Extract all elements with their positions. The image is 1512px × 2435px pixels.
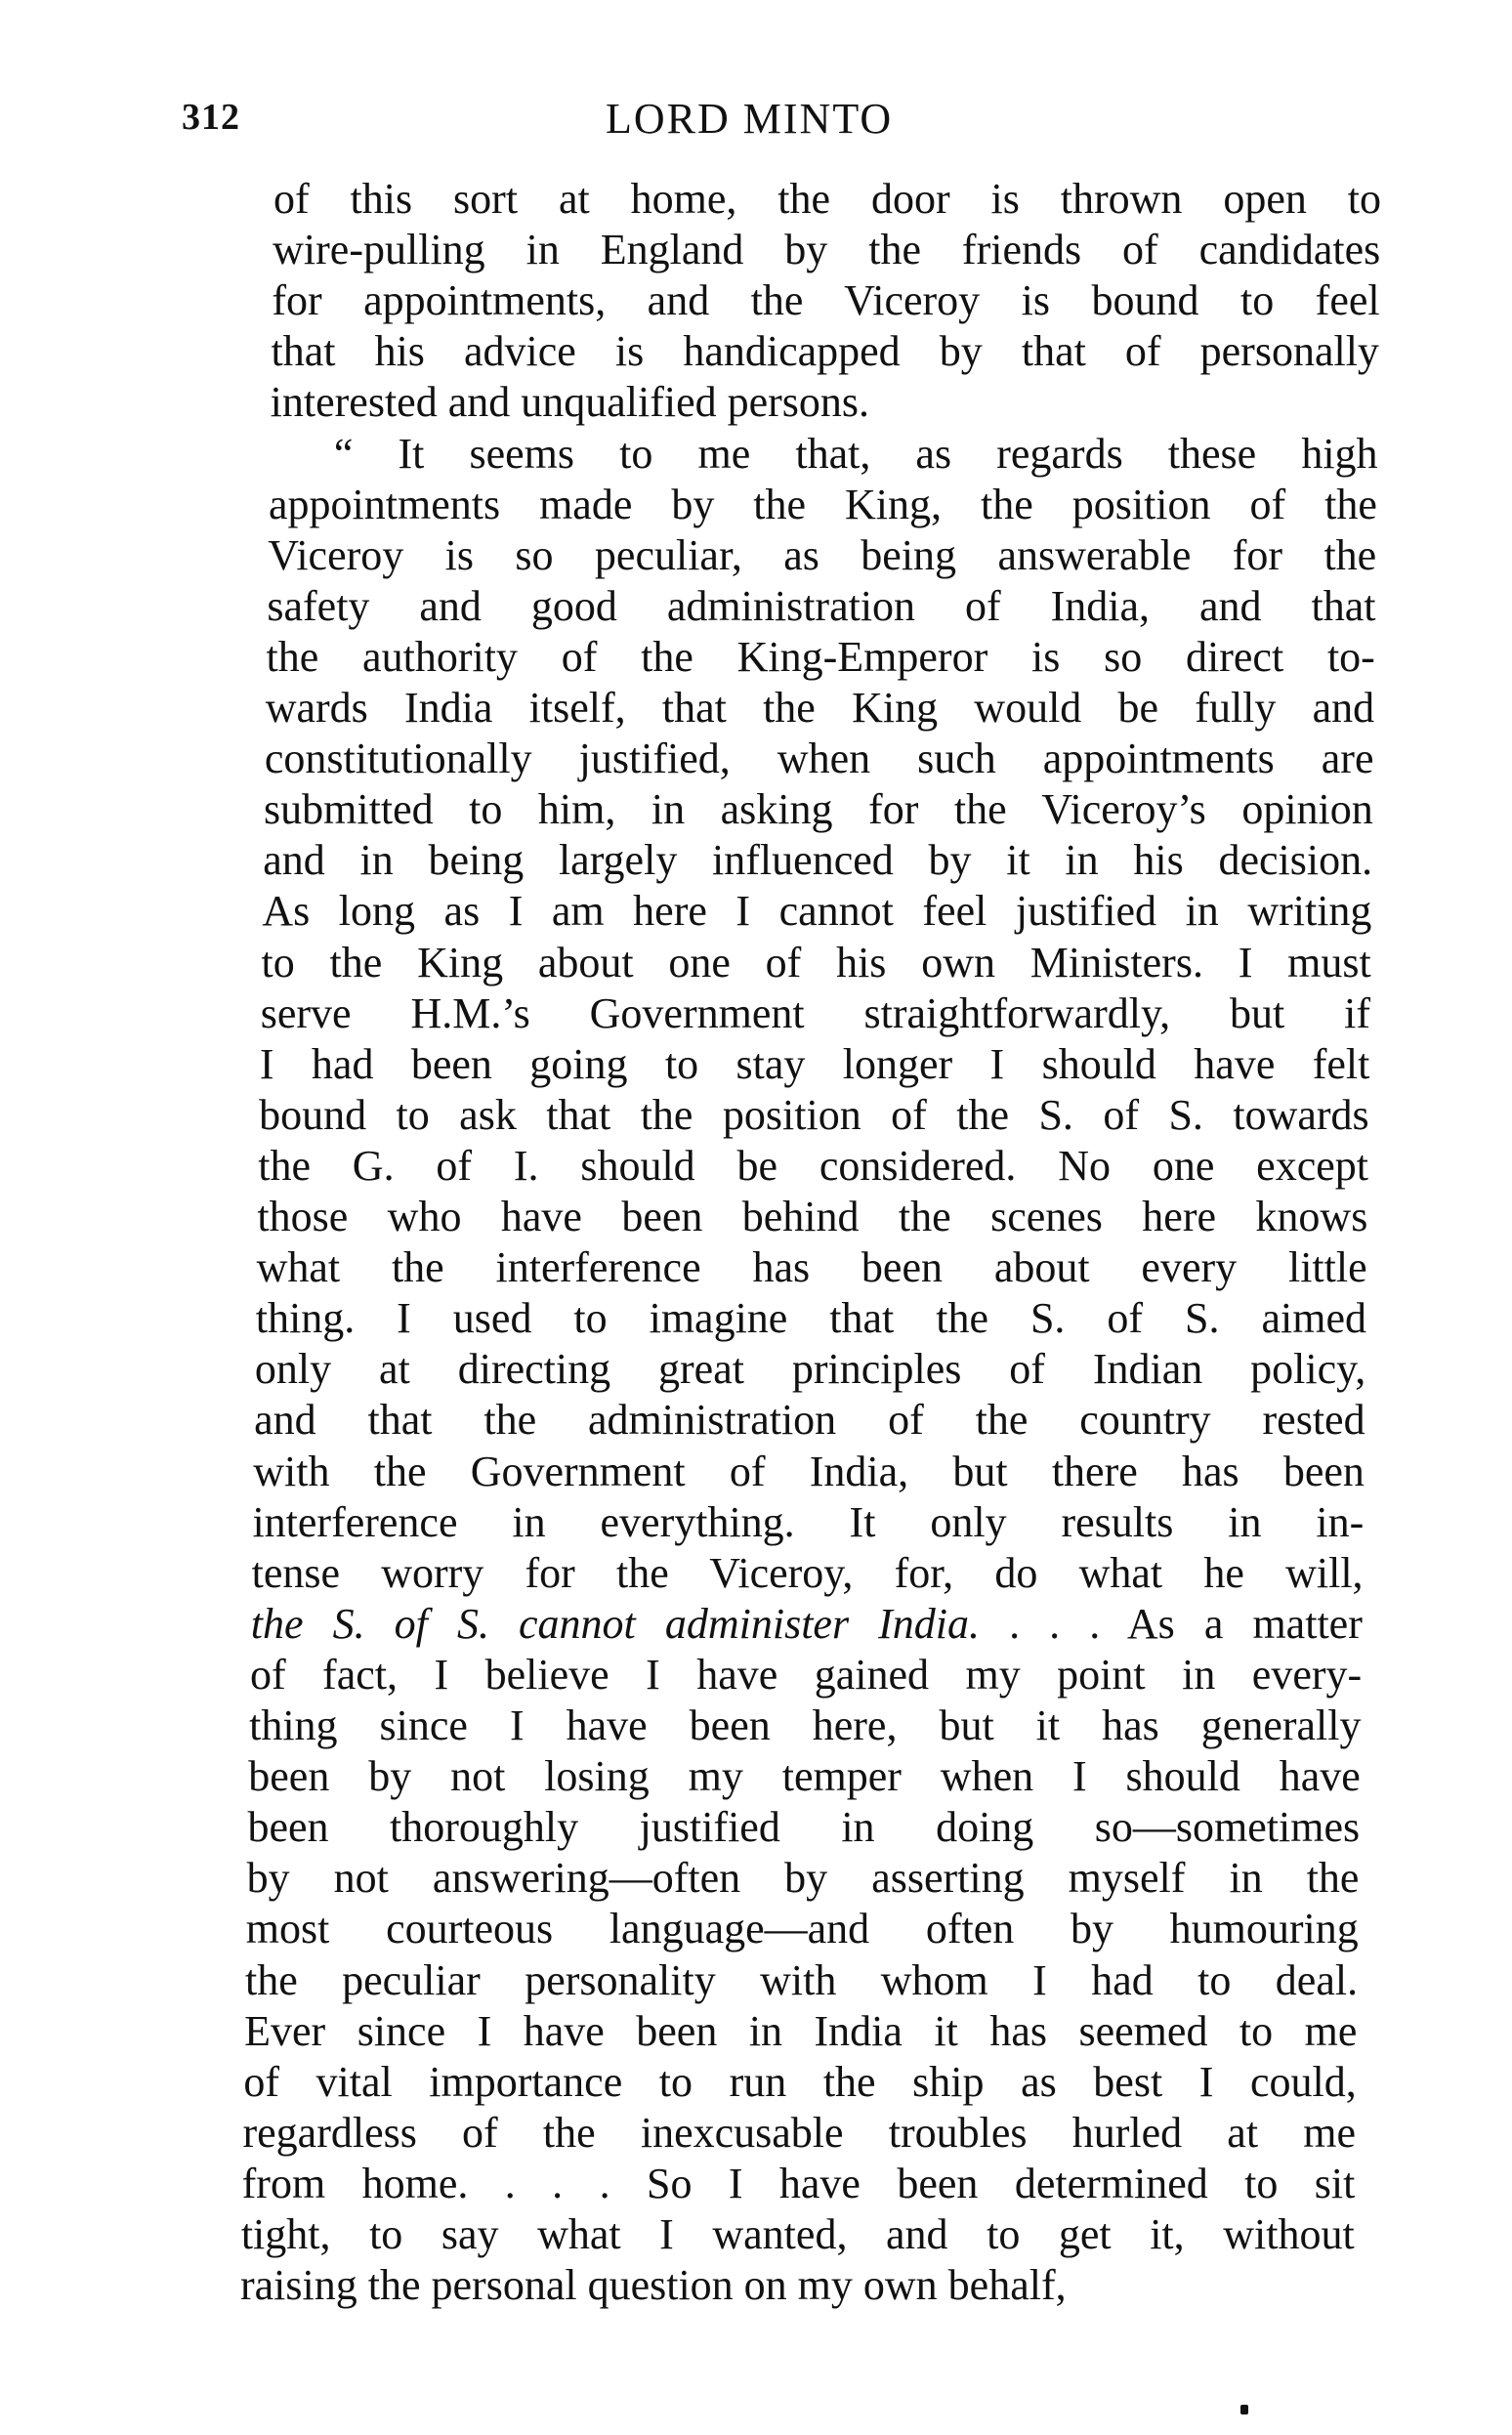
text-line-content: with the Government of India, but there has been <box>253 1447 1365 1495</box>
text-line-content: wire-pulling in England by the friends of candidates <box>273 226 1381 274</box>
text-line-content: and that the administration of the country rested <box>254 1396 1365 1445</box>
text-line <box>265 734 1374 784</box>
text-line-content: the G. of I. should be considered. No one except <box>258 1141 1368 1190</box>
text-line <box>242 2159 1356 2209</box>
text-line-content: those who have been behind the scenes here knows <box>257 1193 1368 1240</box>
text-line-content: As long as I am here I cannot feel justified in writing <box>262 887 1372 936</box>
text-line-content: to the King about one of his own Ministers. I must <box>261 938 1371 987</box>
text-line-content: tight, to say what I wanted, and to get it, without <box>240 2210 1355 2258</box>
text-line-content: what the interference has been about every little <box>256 1243 1367 1292</box>
text-line <box>244 2006 1357 2057</box>
text-line <box>271 377 1379 428</box>
text-line-content: of vital importance to run the ship as best I could, <box>243 2057 1357 2106</box>
text-line-content: that his advice is handicapped by that of personally <box>271 327 1379 376</box>
line-tail: . . . As a matter <box>980 1599 1363 1648</box>
text-line <box>254 1395 1365 1446</box>
text-line <box>248 1751 1361 1802</box>
text-line-content: I had been going to stay longer I should have felt <box>259 1039 1370 1088</box>
text-line-content: and in being largely influenced by it in his decision. <box>263 836 1373 885</box>
text-line <box>259 1090 1369 1141</box>
text-line-content: Ever since I have been in India it has seemed to me <box>244 2006 1358 2055</box>
text-line-content: regardless of the inexcusable troubles hurled at me <box>242 2108 1357 2157</box>
text-line-content: Viceroy is so peculiar, as being answerable for the <box>268 530 1377 579</box>
text-line <box>242 2108 1356 2159</box>
text-line-content: safety and good administration of India, and that <box>267 581 1376 630</box>
text-line <box>241 2209 1355 2260</box>
text-line <box>272 326 1379 377</box>
text-line <box>262 886 1371 937</box>
text-line <box>245 1955 1358 2006</box>
text-line-content: of fact, I believe I have gained my point in every- <box>249 1650 1363 1699</box>
text-line <box>268 530 1376 581</box>
running-head-title: LORD MINTO <box>606 95 894 143</box>
text-line-content: the peculiar personality with whom I had to deal. <box>244 1955 1359 2004</box>
text-line-content: tense worry for the Viceroy, for, do what he will, <box>251 1548 1364 1597</box>
text-line-content: thing since I have been here, but it has generally <box>249 1701 1362 1749</box>
text-line <box>257 1242 1367 1293</box>
text-line <box>264 784 1373 835</box>
text-line-mixed <box>251 1599 1363 1650</box>
text-line-content: most courteous language—and often by humouring <box>245 1905 1359 1953</box>
text-line-content: submitted to him, in asking for the Viceroy’s opinion <box>264 785 1373 834</box>
text-line-content: the authority of the King-Emperor is so direct to- <box>266 632 1375 681</box>
text-line <box>261 988 1370 1039</box>
text-line-content: of this sort at home, the door is thrown open to <box>273 175 1381 223</box>
italic-emphasis: the S. of S. cannot administer India. <box>250 1599 981 1648</box>
page-number: 312 <box>182 97 240 138</box>
text-line <box>263 835 1372 886</box>
text-line <box>249 1700 1361 1751</box>
text-line <box>273 174 1381 225</box>
text-line <box>258 1141 1368 1192</box>
text-line <box>253 1447 1365 1497</box>
text-line <box>267 632 1375 683</box>
text-line-content: been thoroughly justified in doing so—sometimes <box>247 1803 1361 1852</box>
text-line <box>252 1497 1364 1548</box>
text-line-content: thing. I used to imagine that the S. of S. aimed <box>255 1294 1366 1343</box>
text-line <box>256 1293 1366 1344</box>
text-line <box>267 581 1375 632</box>
text-line <box>247 1853 1360 1904</box>
text-line-content: only at directing great principles of Indian policy, <box>254 1345 1366 1394</box>
text-line <box>251 1599 1363 1650</box>
text-line-content: raising the personal question on my own behalf, <box>240 2261 1067 2310</box>
text-line <box>257 1192 1367 1242</box>
text-line-content: for appointments, and the Viceroy is bound to feel <box>272 276 1380 325</box>
text-line <box>252 1548 1364 1599</box>
text-line-content: “ It seems to me that, as regards these high <box>333 429 1378 478</box>
text-line <box>247 1802 1360 1853</box>
text-line <box>269 480 1377 530</box>
text-line <box>246 1904 1359 1954</box>
text-line <box>255 1344 1365 1395</box>
text-line <box>273 225 1380 275</box>
text-line-content: from home. . . . So I have been determined to sit <box>241 2159 1356 2207</box>
text-line <box>262 938 1371 988</box>
text-line-content: interested and unqualified persons. <box>270 378 870 427</box>
text-line <box>334 429 1378 480</box>
text-line <box>250 1650 1362 1700</box>
print-speck <box>1240 2405 1248 2414</box>
text-line-content: by not answering—often by asserting myself in the <box>246 1854 1360 1903</box>
text-line <box>272 275 1379 326</box>
text-line-content: bound to ask that the position of the S. of S. towards <box>259 1090 1369 1139</box>
text-line-content: been by not losing my temper when I should have <box>248 1752 1361 1801</box>
text-line-content: wards India itself, that the King would be fully and <box>265 684 1375 732</box>
text-line <box>243 2057 1356 2108</box>
text-line-content: constitutionally justified, when such appointments are <box>264 735 1374 783</box>
text-line <box>240 2260 1354 2311</box>
text-line <box>266 683 1374 734</box>
text-line-content: appointments made by the King, the position of the <box>269 480 1377 528</box>
text-line-content: serve H.M.’s Government straightforwardly, but if <box>260 988 1371 1037</box>
text-line <box>260 1039 1369 1090</box>
text-line-content: interference in everything. It only results in in- <box>252 1497 1365 1546</box>
